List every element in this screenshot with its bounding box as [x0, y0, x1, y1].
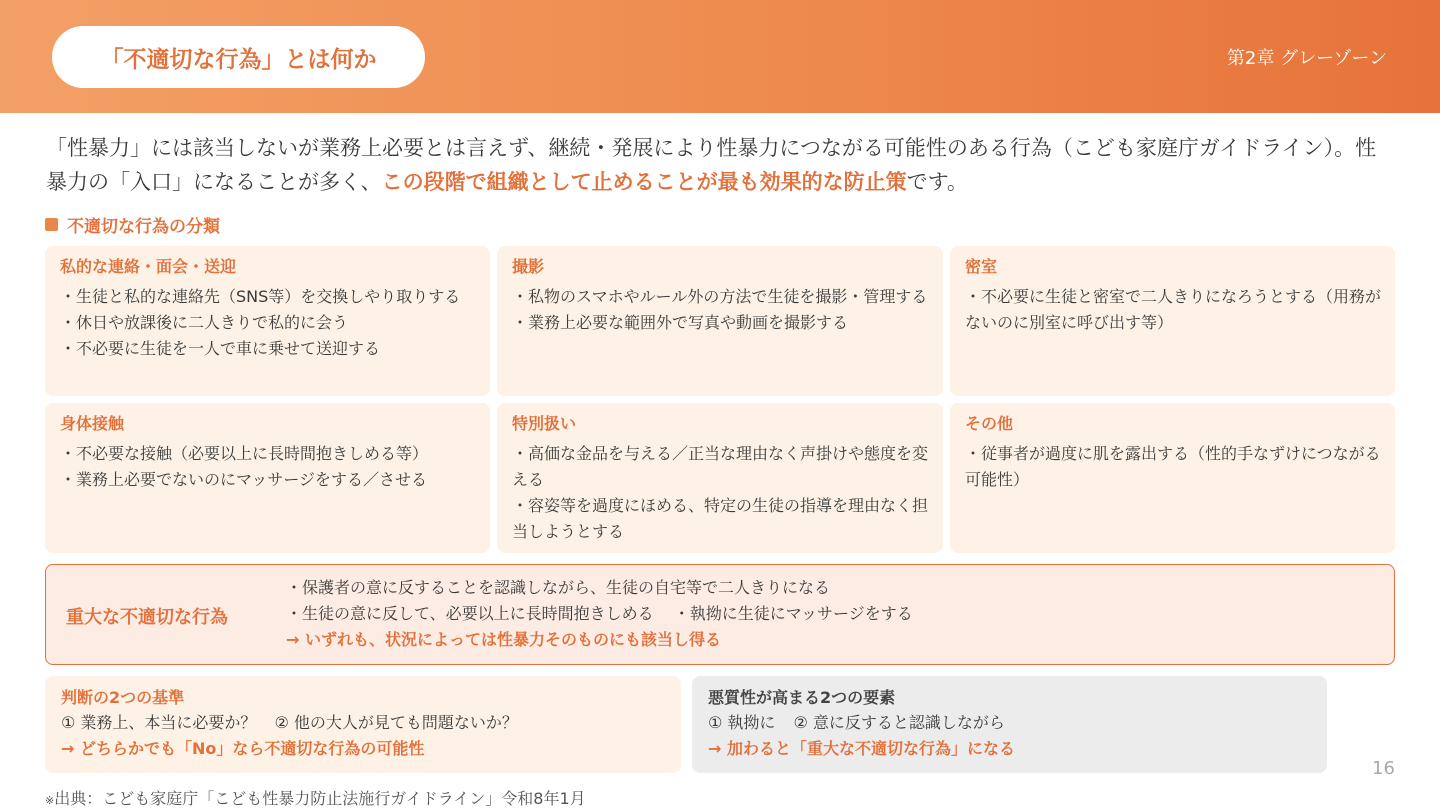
category-card-photography — [497, 246, 943, 396]
category-title: 身体接触 — [60, 414, 125, 433]
category-item: ・不必要な接触（必要以上に長時間抱きしめる等） — [60, 444, 429, 463]
category-item: ・生徒と私的な連絡先（SNS等）を交換しやり取りする — [60, 287, 461, 306]
serious-conclusion: → いずれも、状況によっては性暴力そのものにも該当し得る — [286, 630, 721, 649]
criteria-box — [45, 676, 681, 773]
criteria-item: ① 業務上、本当に必要か？ — [61, 713, 257, 732]
intro-paragraph — [46, 131, 1396, 199]
category-card-physical-contact — [45, 403, 490, 553]
criteria-conclusion: → どちらかでも「No」なら不適切な行為の可能性 — [61, 739, 425, 758]
criteria-items — [61, 710, 665, 736]
malicious-title: 悪質性が高まる2つの要素 — [708, 688, 896, 707]
malicious-item: ② 意に反すると認識しながら — [793, 713, 1005, 732]
header-banner — [0, 0, 1440, 113]
category-title: 密室 — [965, 257, 998, 276]
category-item: ・不必要に生徒を一人で車に乗せて送迎する — [60, 339, 381, 358]
criteria-item: ② 他の大人が見ても問題ないか？ — [274, 713, 518, 732]
section-heading — [45, 212, 220, 237]
malicious-factors-box — [692, 676, 1327, 773]
section-title: 不適切な行為の分類 — [67, 217, 220, 237]
criteria-title: 判断の2つの基準 — [61, 688, 185, 707]
page-title: 「不適切な行為」とは何か — [52, 26, 425, 88]
source-text: 出典：こども家庭庁「こども性暴力防止法施行ガイドライン」令和8年1月 — [54, 789, 586, 808]
category-title: 私的な連絡・面会・送迎 — [60, 257, 237, 276]
intro-tail: です。 — [906, 170, 968, 194]
page-number: 16 — [1372, 758, 1395, 779]
serious-line: ・執拗に生徒にマッサージをする — [673, 604, 913, 623]
category-title: その他 — [965, 414, 1014, 433]
category-item: ・業務上必要でないのにマッサージをする／させる — [60, 470, 428, 489]
category-item: ・不必要に生徒と密室で二人きりになろうとする（用務がないのに別室に呼び出す等） — [965, 287, 1382, 332]
category-item: ・高価な金品を与える／正当な理由なく声掛けや態度を変える — [512, 444, 929, 489]
intro-highlight: この段階で組織として止めることが最も効果的な防止策 — [381, 170, 907, 194]
square-bullet-icon — [45, 218, 58, 231]
category-item: ・従事者が過度に肌を露出する（性的手なずけにつながる可能性） — [965, 444, 1381, 489]
category-card-private-contact — [45, 246, 490, 396]
category-card-special-treatment — [497, 403, 943, 553]
malicious-items — [708, 710, 1311, 736]
serious-line: ・保護者の意に反することを認識しながら、生徒の自宅等で二人きりになる — [286, 578, 831, 597]
category-item: ・私物のスマホやルール外の方法で生徒を撮影・管理する — [512, 287, 928, 306]
category-title: 特別扱い — [512, 414, 577, 433]
source-citation — [45, 786, 586, 809]
chapter-label: 第2章 グレーゾーン — [1226, 48, 1387, 69]
serious-line-row — [286, 601, 913, 627]
serious-lines — [286, 575, 913, 653]
intro-text: 「性暴力」には該当しないが業務上必要とは言えず、継続・発展により性暴力につながる可能性のある行為（こども家庭庁ガイドライン）。性暴力の「入口」になることが多く、 — [46, 136, 1377, 194]
source-mark: ※ — [45, 794, 55, 807]
category-item: ・休日や放課後に二人きりで私的に会う — [60, 313, 349, 332]
serious-label: 重大な不適切な行為 — [66, 607, 228, 628]
serious-line: ・生徒の意に反して、必要以上に長時間抱きしめる — [286, 604, 654, 623]
category-item: ・容姿等を過度にほめる、特定の生徒の指導を理由なく担当しようとする — [512, 496, 929, 541]
category-item: ・業務上必要な範囲外で写真や動画を撮影する — [512, 313, 849, 332]
category-card-other — [950, 403, 1395, 553]
category-title: 撮影 — [512, 257, 545, 276]
malicious-item: ① 執拗に — [708, 713, 776, 732]
serious-misconduct-box — [45, 564, 1395, 665]
category-card-closed-room — [950, 246, 1395, 396]
malicious-conclusion: → 加わると「重大な不適切な行為」になる — [708, 739, 1015, 758]
